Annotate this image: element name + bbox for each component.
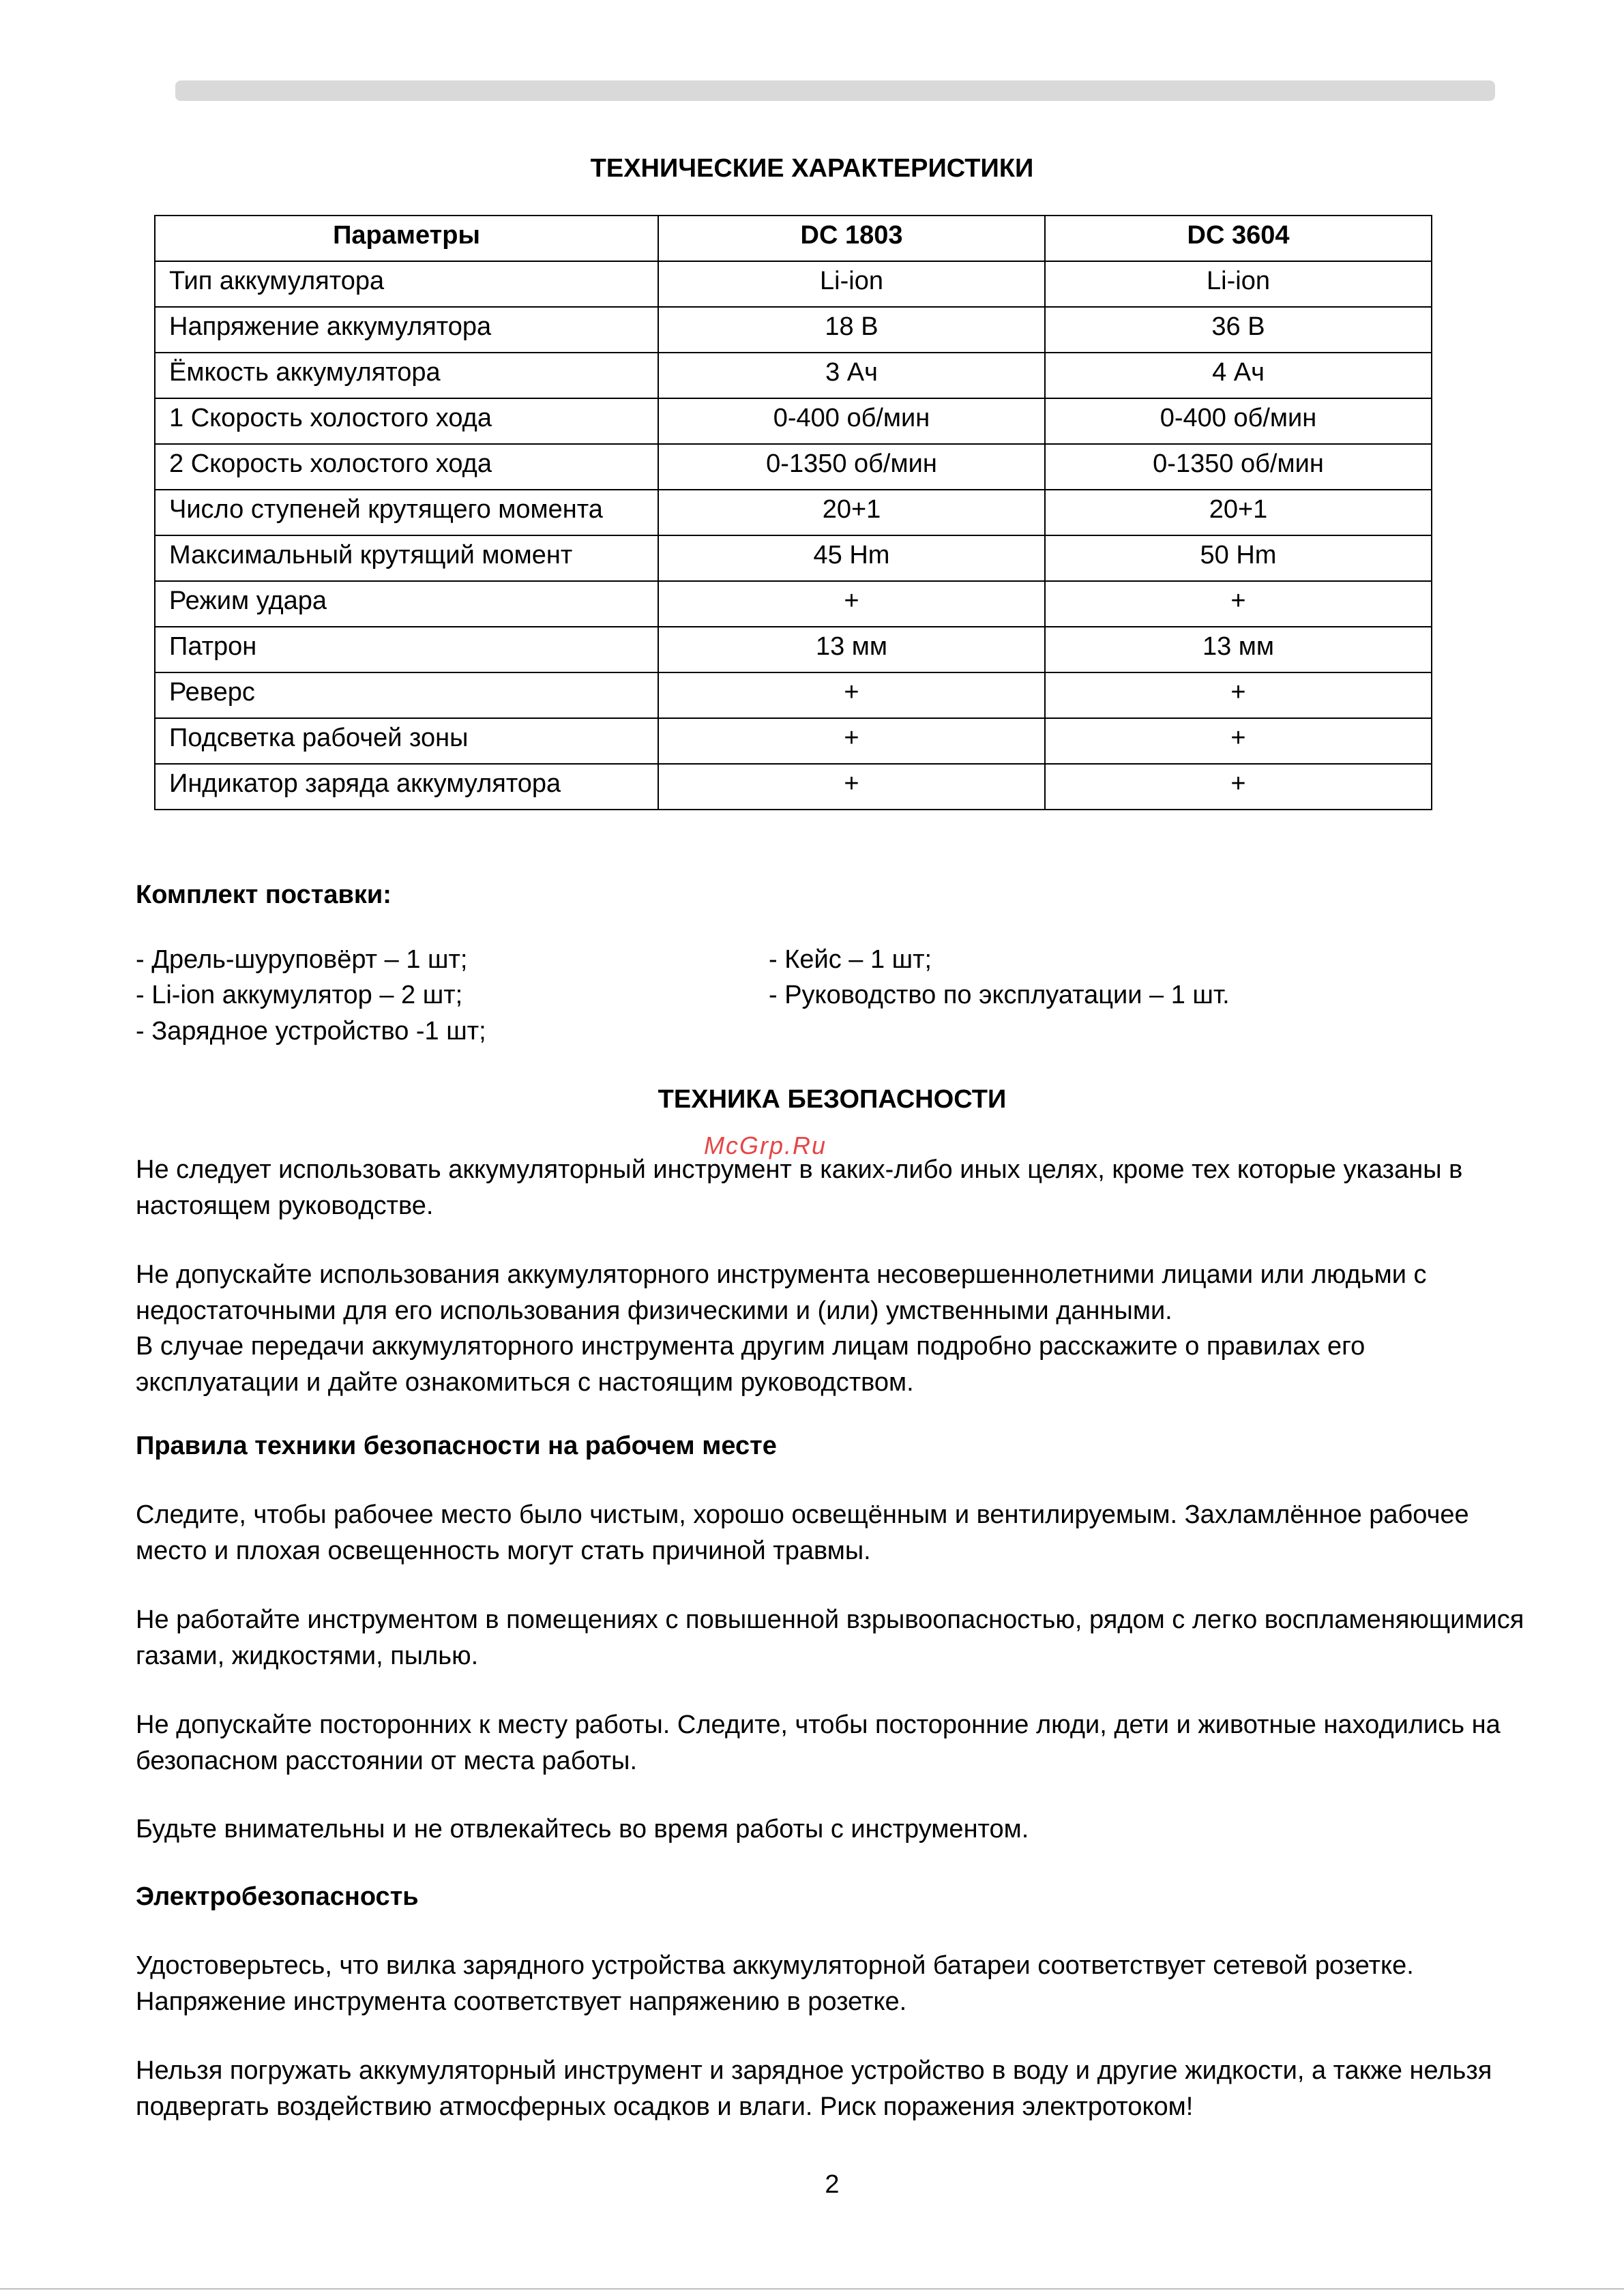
param-cell: Подсветка рабочей зоны: [155, 718, 658, 764]
value-cell: 13 мм: [658, 627, 1045, 672]
value-cell: 18 В: [658, 307, 1045, 353]
table-header-row: [155, 216, 1432, 261]
value-cell: 3 Ач: [658, 353, 1045, 398]
paragraph: Не допускайте посторонних к месту работы. Следите, чтобы посторонние люди, дети и животные находились на безопасном расстоянии от места работы.: [136, 1711, 1501, 1775]
value-cell: +: [658, 581, 1045, 627]
table-row: [155, 307, 1432, 353]
spec-table: [154, 215, 1432, 810]
table-row: [155, 627, 1432, 672]
param-cell: Ёмкость аккумулятора: [155, 353, 658, 398]
top-decorative-bar: [175, 80, 1495, 101]
table-row: [155, 353, 1432, 398]
paragraph: Не следует использовать аккумуляторный инструмент в каких-либо иных целях, кроме тех которые указаны в настоящем руководстве.: [136, 1155, 1463, 1220]
table-row: [155, 444, 1432, 490]
value-cell: +: [1045, 764, 1432, 810]
table-row: [155, 764, 1432, 810]
value-cell: 20+1: [658, 490, 1045, 535]
param-cell: Режим удара: [155, 581, 658, 627]
value-cell: +: [658, 764, 1045, 810]
paragraph: Нельзя погружать аккумуляторный инструмент и зарядное устройство в воду и другие жидкости, а также нельзя подвергать воздействию атмосферных осадков и влаги. Риск поражения электротоком!: [136, 2056, 1492, 2121]
table-row: [155, 490, 1432, 535]
paragraph: Будьте внимательны и не отвлекайтесь во время работы с инструментом.: [136, 1815, 1029, 1844]
workplace-safety-heading: Правила техники безопасности на рабочем месте: [136, 1432, 777, 1460]
param-cell: Реверс: [155, 672, 658, 718]
value-cell: 20+1: [1045, 490, 1432, 535]
table-row: [155, 398, 1432, 444]
param-cell: Число ступеней крутящего момента: [155, 490, 658, 535]
param-cell: 1 Скорость холостого хода: [155, 398, 658, 444]
param-cell: 2 Скорость холостого хода: [155, 444, 658, 490]
value-cell: 13 мм: [1045, 627, 1432, 672]
value-cell: 0-1350 об/мин: [658, 444, 1045, 490]
value-cell: 36 В: [1045, 307, 1432, 353]
param-cell: Патрон: [155, 627, 658, 672]
kit-item: - Руководство по эксплуатации – 1 шт.: [769, 981, 1230, 1009]
paragraph: Следите, чтобы рабочее место было чистым, хорошо освещённым и вентилируемым. Захламлённое рабочее место и плохая освещенность могут стать причиной травмы.: [136, 1500, 1469, 1565]
table-row: [155, 718, 1432, 764]
electrical-safety-heading: Электробезопасность: [136, 1882, 419, 1911]
paragraph: Удостоверьтесь, что вилка зарядного устройства аккумуляторной батареи соответствует сетевой розетке. Напряжение инструмента соответствует напряжению в розетке.: [136, 1951, 1414, 2016]
kit-item: - Li-ion аккумулятор – 2 шт;: [136, 981, 463, 1009]
kit-item: - Дрель-шуруповёрт – 1 шт;: [136, 945, 468, 974]
paragraph: В случае передачи аккумуляторного инструмента другим лицам подробно расскажите о правилах его эксплуатации и дайте ознакомиться с настоящим руководством.: [136, 1332, 1365, 1397]
param-cell: Индикатор заряда аккумулятора: [155, 764, 658, 810]
value-cell: +: [1045, 718, 1432, 764]
param-cell: Напряжение аккумулятора: [155, 307, 658, 353]
kit-item: - Зарядное устройство -1 шт;: [136, 1017, 486, 1046]
bottom-divider: [0, 2288, 1624, 2290]
paragraph: Не работайте инструментом в помещениях с повышенной взрывоопасностью, рядом с легко воспламеняющимися газами, жидкостями, пылью.: [136, 1605, 1524, 1670]
table-row: [155, 581, 1432, 627]
header-params: Параметры: [155, 216, 658, 261]
value-cell: +: [658, 718, 1045, 764]
value-cell: Li-ion: [658, 261, 1045, 307]
kit-item: - Кейс – 1 шт;: [769, 945, 932, 974]
table-row: [155, 672, 1432, 718]
value-cell: +: [658, 672, 1045, 718]
value-cell: 4 Ач: [1045, 353, 1432, 398]
value-cell: 45 Нm: [658, 535, 1045, 581]
table-row: [155, 261, 1432, 307]
value-cell: 50 Нm: [1045, 535, 1432, 581]
paragraph: Не допускайте использования аккумуляторного инструмента несовершеннолетними лицами или людьми с недостаточными для его использования физическими и (или) умственными данными.: [136, 1260, 1427, 1325]
watermark: McGrp.Ru: [704, 1131, 827, 1159]
header-dc1803: DC 1803: [658, 216, 1045, 261]
param-cell: Максимальный крутящий момент: [155, 535, 658, 581]
safety-title: ТЕХНИКА БЕЗОПАСНОСТИ: [658, 1085, 1007, 1114]
table-row: [155, 535, 1432, 581]
kit-heading: Комплект поставки:: [136, 880, 392, 909]
value-cell: 0-1350 об/мин: [1045, 444, 1432, 490]
value-cell: +: [1045, 581, 1432, 627]
value-cell: +: [1045, 672, 1432, 718]
param-cell: Тип аккумулятора: [155, 261, 658, 307]
value-cell: 0-400 об/мин: [1045, 398, 1432, 444]
page-number: 2: [825, 2170, 840, 2199]
header-dc3604: DC 3604: [1045, 216, 1432, 261]
value-cell: Li-ion: [1045, 261, 1432, 307]
value-cell: 0-400 об/мин: [658, 398, 1045, 444]
tech-specs-title: ТЕХНИЧЕСКИЕ ХАРАКТЕРИСТИКИ: [590, 154, 1034, 183]
